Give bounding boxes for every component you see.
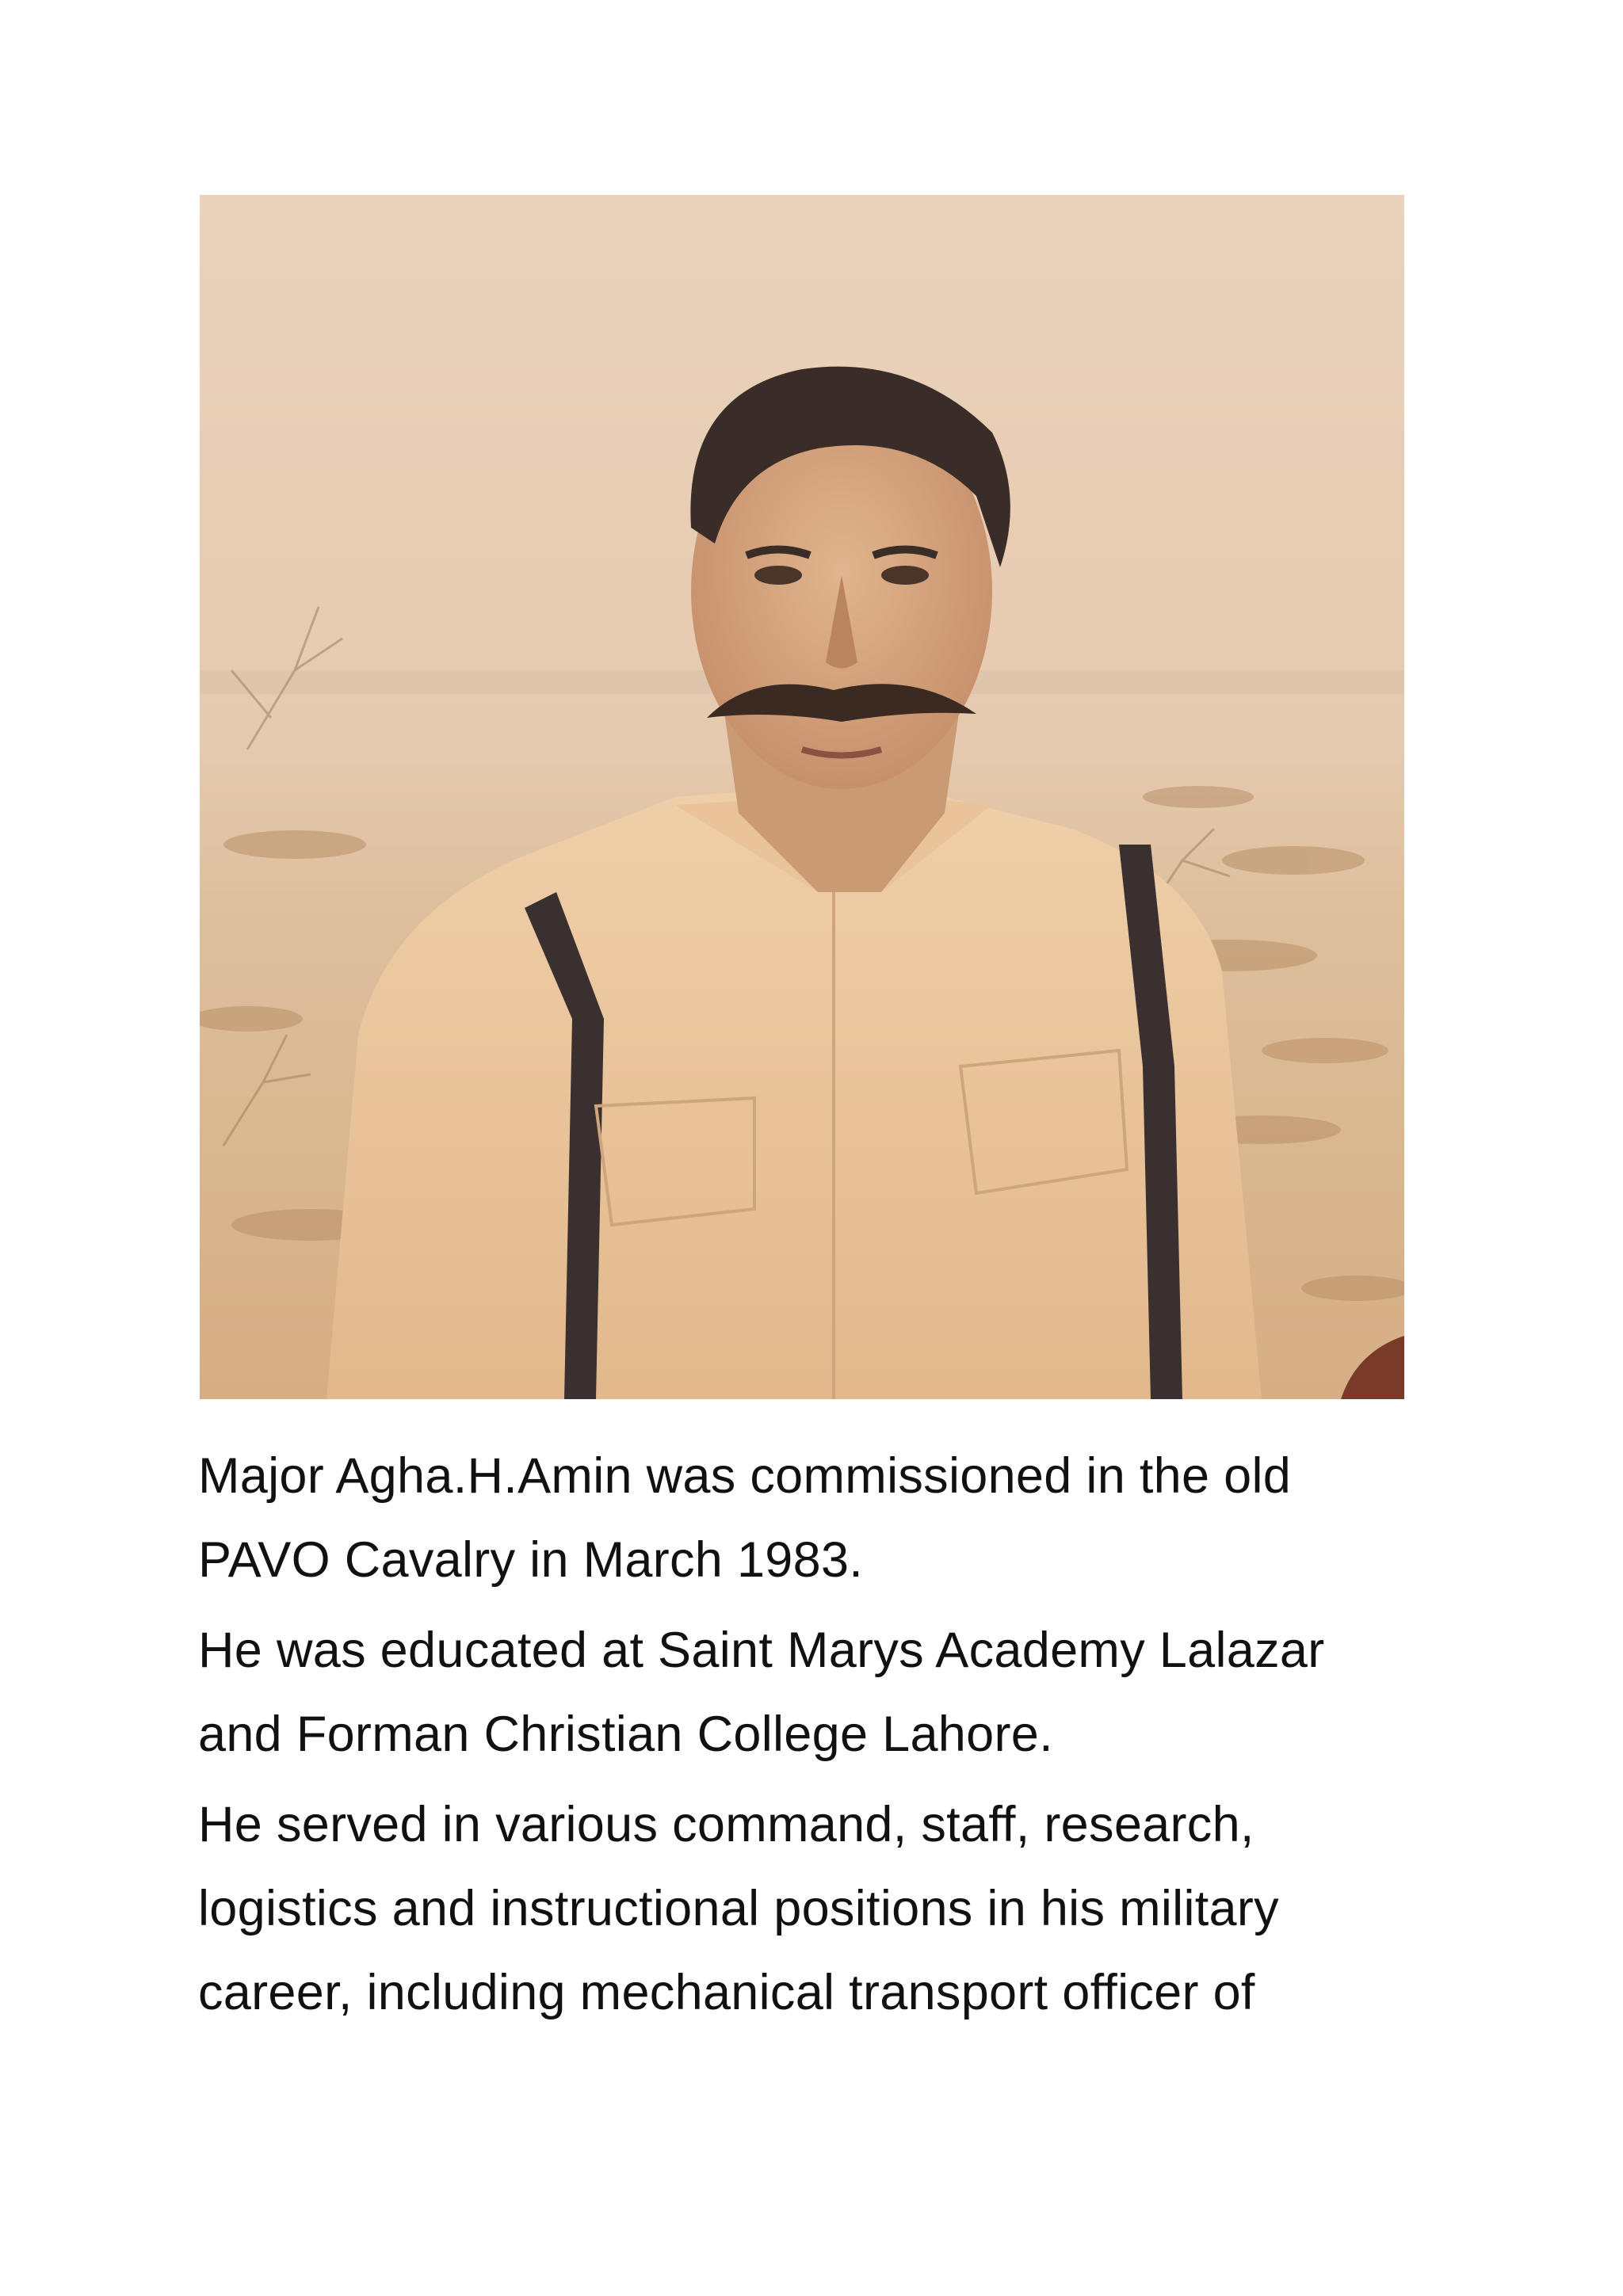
- paragraph-career: He served in various command, staff, research, logistics and instructional positions in his military career, including mechanical transport officer of: [198, 1797, 1279, 2020]
- portrait-image: [200, 195, 1404, 1399]
- portrait-photo: [200, 195, 1404, 1399]
- paragraph-commission: Major Agha.H.Amin was commissioned in the old PAVO Cavalry in March 1983.: [198, 1448, 1292, 1588]
- biography-text: [198, 1434, 1434, 2041]
- paragraph-education: He was educated at Saint Marys Academy Lalazar and Forman Christian College Lahore.: [198, 1623, 1325, 1762]
